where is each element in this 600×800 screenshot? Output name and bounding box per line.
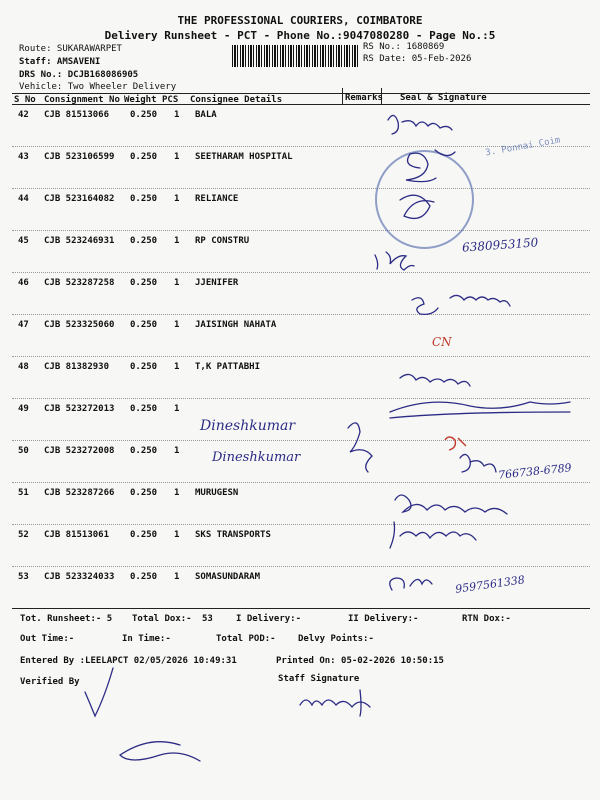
- row-consignee: RP CONSTRU: [195, 236, 250, 246]
- row-consignee: SOMASUNDARAM: [195, 572, 261, 582]
- row-consignee: JAISINGH NAHATA: [195, 320, 277, 330]
- delvy-points: Delvy Points:-: [298, 634, 374, 644]
- entered-by: Entered By :LEELAPCT 02/05/2026 10:49:31: [20, 656, 237, 666]
- row-sno: 45: [18, 236, 29, 246]
- rs-date: RS Date: 05-Feb-2026: [363, 54, 472, 64]
- ii-delivery: II Delivery:-: [348, 614, 419, 624]
- row-sno: 44: [18, 194, 29, 204]
- row-pcs: 1: [174, 530, 180, 540]
- route-label: Route: SUKARAWARPET: [19, 44, 122, 54]
- row-sno: 48: [18, 362, 29, 372]
- row-consignment: CJB 523106599: [44, 152, 115, 162]
- row-weight: 0.250: [130, 530, 158, 540]
- row-sno: 43: [18, 152, 29, 162]
- vehicle-label: Vehicle: Two Wheeler Delivery: [19, 82, 177, 92]
- row-pcs: 1: [174, 446, 180, 456]
- total-dox-label: Total Dox:-: [132, 614, 192, 624]
- out-time: Out Time:-: [20, 634, 75, 644]
- col-sno: S No: [14, 95, 36, 105]
- runsheet-subtitle: Delivery Runsheet - PCT - Phone No.:9047080280 - Page No.:5: [104, 29, 496, 42]
- verified-by: Verified By: [20, 677, 80, 687]
- row-consignment: CJB 523272008: [44, 446, 115, 456]
- row-weight: 0.250: [130, 236, 158, 246]
- row-pcs: 1: [174, 152, 180, 162]
- row-consignee: RELIANCE: [195, 194, 239, 204]
- row-sno: 42: [18, 110, 29, 120]
- row-consignee: MURUGESN: [195, 488, 239, 498]
- col-consignment: Consignment No: [44, 95, 120, 105]
- row-consignee: T,K PATTABHI: [195, 362, 261, 372]
- row-weight: 0.250: [130, 110, 158, 120]
- handwritten-name-49: Dineshkumar: [200, 418, 296, 434]
- drs-number: DRS No.: DCJB168086905: [19, 70, 139, 80]
- row-sno: 50: [18, 446, 29, 456]
- row-pcs: 1: [174, 488, 180, 498]
- row-pcs: 1: [174, 362, 180, 372]
- total-dox-value: 53: [202, 614, 213, 624]
- handwritten-name-50: Dineshkumar: [212, 450, 301, 465]
- handwritten-mark-47: CN: [432, 335, 452, 349]
- row-pcs: 1: [174, 278, 180, 288]
- col-remarks: Remarks: [345, 93, 383, 103]
- rs-number: RS No.: 1680869: [363, 42, 445, 52]
- row-consignment: CJB 523164082: [44, 194, 115, 204]
- row-pcs: 1: [174, 194, 180, 204]
- col-seal-signature: Seal & Signature: [400, 93, 487, 103]
- printed-on: Printed On: 05-02-2026 10:50:15: [276, 656, 444, 666]
- row-consignment: CJB 81382930: [44, 362, 110, 372]
- row-consignee: BALA: [195, 110, 217, 120]
- row-weight: 0.250: [130, 488, 158, 498]
- row-consignee: JJENIFER: [195, 278, 239, 288]
- row-consignee: SKS TRANSPORTS: [195, 530, 271, 540]
- row-consignment: CJB 81513066: [44, 110, 110, 120]
- col-pcs: PCS: [162, 95, 179, 105]
- row-sno: 47: [18, 320, 29, 330]
- company-title: THE PROFESSIONAL COURIERS, COIMBATORE: [177, 14, 423, 27]
- row-pcs: 1: [174, 572, 180, 582]
- row-consignment: CJB 523246931: [44, 236, 115, 246]
- row-consignment: CJB 523324033: [44, 572, 115, 582]
- staff-signature-label: Staff Signature: [278, 674, 360, 684]
- row-weight: 0.250: [130, 362, 158, 372]
- row-weight: 0.250: [130, 404, 158, 414]
- col-consignee: Consignee Details: [190, 95, 283, 105]
- row-consignee: SEETHARAM HOSPITAL: [195, 152, 293, 162]
- row-pcs: 1: [174, 110, 180, 120]
- row-sno: 51: [18, 488, 29, 498]
- tot-runsheet: Tot. Runsheet:- 5: [20, 614, 113, 624]
- row-pcs: 1: [174, 404, 180, 414]
- row-weight: 0.250: [130, 446, 158, 456]
- i-delivery: I Delivery:-: [236, 614, 302, 624]
- row-weight: 0.250: [130, 320, 158, 330]
- row-consignment: CJB 523287266: [44, 488, 115, 498]
- row-sno: 53: [18, 572, 29, 582]
- row-pcs: 1: [174, 236, 180, 246]
- row-consignment: CJB 523272013: [44, 404, 115, 414]
- row-weight: 0.250: [130, 278, 158, 288]
- row-weight: 0.250: [130, 152, 158, 162]
- handwritten-phone-50: 766738-6789: [497, 461, 573, 482]
- row-consignment: CJB 523325060: [44, 320, 115, 330]
- row-consignment: CJB 523287258: [44, 278, 115, 288]
- row-weight: 0.250: [130, 194, 158, 204]
- rtn-dox: RTN Dox:-: [462, 614, 511, 624]
- in-time: In Time:-: [122, 634, 171, 644]
- col-weight: Weight: [124, 95, 157, 105]
- handwritten-phone-53: 9597561338: [454, 573, 526, 596]
- row-sno: 46: [18, 278, 29, 288]
- total-pod: Total POD:-: [216, 634, 276, 644]
- stamp-text: 3. Ponnai Coim: [484, 135, 562, 159]
- staff-label: Staff: AMSAVENI: [19, 57, 101, 67]
- handwritten-phone-45: 6380953150: [461, 235, 539, 255]
- row-sno: 52: [18, 530, 29, 540]
- row-weight: 0.250: [130, 572, 158, 582]
- row-pcs: 1: [174, 320, 180, 330]
- row-consignment: CJB 81513061: [44, 530, 110, 540]
- row-sno: 49: [18, 404, 29, 414]
